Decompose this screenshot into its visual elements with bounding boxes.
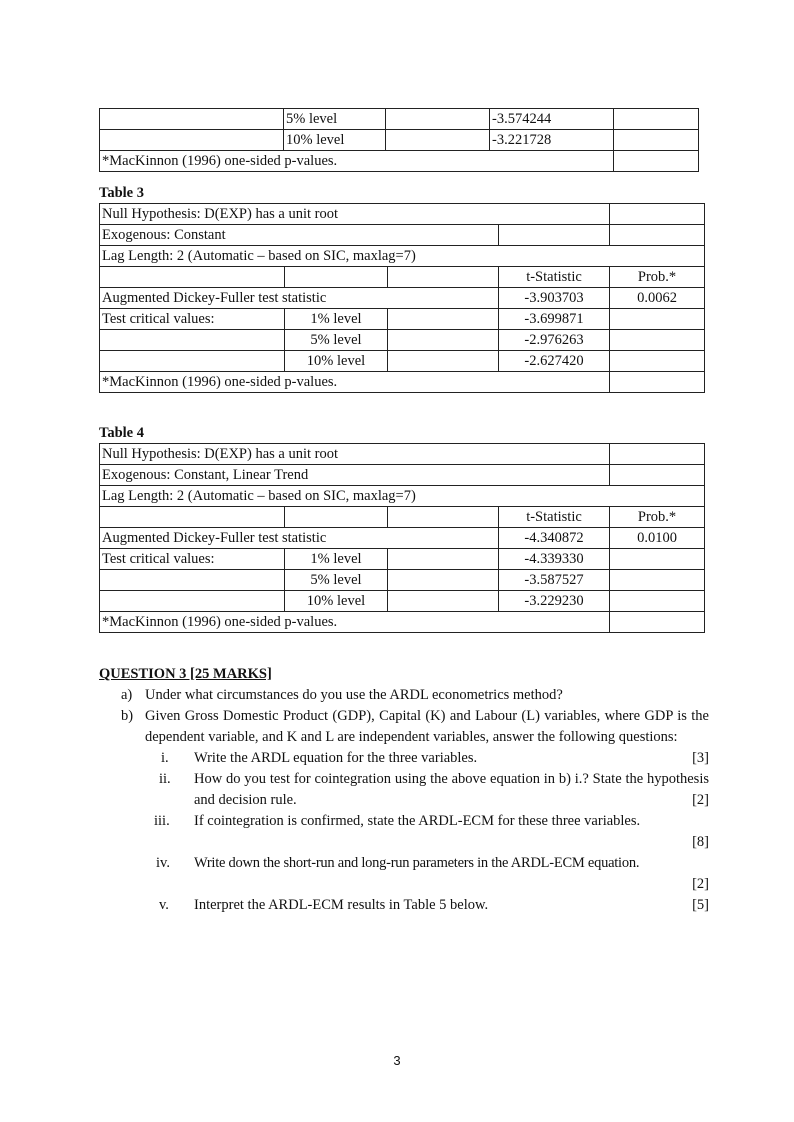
critical-value: -3.574244 (490, 109, 614, 130)
table-row (100, 204, 705, 225)
critical-value: -4.339330 (499, 549, 610, 570)
adf-label: Augmented Dickey-Fuller test statistic (100, 288, 499, 309)
table-row (100, 130, 699, 151)
question-3 (99, 664, 709, 916)
sub-question-i (99, 748, 709, 769)
part-label: b) (121, 708, 134, 724)
col-header-prob: Prob.* (610, 267, 705, 288)
sub-question-iv (99, 853, 709, 895)
question-part-b (99, 706, 709, 748)
critical-label: Test critical values: (100, 309, 285, 330)
critical-level: 1% level (285, 549, 388, 570)
table-row (100, 330, 705, 351)
table-row (100, 507, 705, 528)
col-header-prob: Prob.* (610, 507, 705, 528)
critical-value: -3.587527 (499, 570, 610, 591)
adf-tstat: -4.340872 (499, 528, 610, 549)
adf-prob: 0.0062 (610, 288, 705, 309)
sub-question-text: Interpret the ARDL-ECM results in Table 5 below. (194, 897, 489, 913)
table-row (100, 372, 705, 393)
table-row (100, 225, 705, 246)
null-hypothesis: Null Hypothesis: D(EXP) has a unit root (100, 444, 610, 465)
null-hypothesis: Null Hypothesis: D(EXP) has a unit root (100, 204, 610, 225)
question-heading: QUESTION 3 [25 MARKS] (99, 666, 272, 682)
col-header-tstat: t-Statistic (499, 507, 610, 528)
table-row (100, 109, 699, 130)
table-row (100, 288, 705, 309)
critical-label: Test critical values: (100, 549, 285, 570)
question-part-a (99, 685, 709, 706)
sub-question-v (99, 895, 709, 916)
footnote: *MacKinnon (1996) one-sided p-values. (100, 151, 614, 172)
critical-value: -3.699871 (499, 309, 610, 330)
table-row (100, 309, 705, 330)
sub-question-text: If cointegration is confirmed, state the ARDL-ECM for these three variables. (194, 813, 641, 829)
critical-level: 5% level (285, 570, 388, 591)
sub-question-number: i. (161, 750, 169, 766)
marks-badge: [3] (692, 750, 709, 766)
exogenous: Exogenous: Constant, Linear Trend (100, 465, 610, 486)
sub-question-text: Write down the short-run and long-run parameters in the ARDL-ECM equation. (194, 855, 640, 871)
table-row (100, 351, 705, 372)
critical-value: -2.976263 (499, 330, 610, 351)
marks-badge: [8] (692, 834, 709, 850)
critical-level: 10% level (284, 130, 386, 151)
table-row (100, 528, 705, 549)
adf-prob: 0.0100 (610, 528, 705, 549)
part-label: a) (121, 687, 133, 703)
page-number: 3 (393, 1053, 401, 1068)
table-row (100, 151, 699, 172)
table-row (100, 612, 705, 633)
table-row (100, 246, 705, 267)
exogenous: Exogenous: Constant (100, 225, 499, 246)
footnote: *MacKinnon (1996) one-sided p-values. (100, 612, 610, 633)
table-row (100, 549, 705, 570)
table4 (99, 443, 705, 633)
sub-question-iii (99, 811, 709, 853)
col-header-tstat: t-Statistic (499, 267, 610, 288)
marks-badge: [5] (692, 897, 709, 913)
lag-length: Lag Length: 2 (Automatic – based on SIC, maxlag=7) (100, 246, 705, 267)
adf-tstat: -3.903703 (499, 288, 610, 309)
marks-badge: [2] (692, 876, 709, 892)
critical-value: -3.229230 (499, 591, 610, 612)
critical-level: 10% level (285, 591, 388, 612)
table3-title: Table 3 (99, 185, 144, 201)
lag-length: Lag Length: 2 (Automatic – based on SIC, maxlag=7) (100, 486, 705, 507)
critical-level: 5% level (285, 330, 388, 351)
adf-label: Augmented Dickey-Fuller test statistic (100, 528, 499, 549)
marks-badge: [2] (692, 792, 709, 808)
sub-question-text: Write the ARDL equation for the three variables. (194, 750, 478, 766)
sub-question-number: iii. (154, 813, 170, 829)
sub-question-number: ii. (159, 771, 171, 787)
table-row (100, 486, 705, 507)
part-text: Given Gross Domestic Product (GDP), Capital (K) and Labour (L) variables, where GDP is the dependent variable, and K and L are independent variables, answer the following questions: (145, 708, 709, 745)
table-row (100, 591, 705, 612)
part-text: Under what circumstances do you use the ARDL econometrics method? (145, 687, 563, 703)
critical-level: 5% level (284, 109, 386, 130)
critical-value: -2.627420 (499, 351, 610, 372)
table-row (100, 465, 705, 486)
sub-question-ii (99, 769, 709, 811)
sub-question-number: iv. (156, 855, 170, 871)
footnote: *MacKinnon (1996) one-sided p-values. (100, 372, 610, 393)
table2-tail (99, 108, 699, 172)
table-row (100, 570, 705, 591)
table3 (99, 203, 705, 393)
critical-level: 1% level (285, 309, 388, 330)
critical-value: -3.221728 (490, 130, 614, 151)
sub-question-text: How do you test for cointegration using the above equation in b) i.? State the hypothesis and decision rule. (194, 771, 709, 808)
table-row (100, 444, 705, 465)
sub-question-number: v. (159, 897, 169, 913)
table-row (100, 267, 705, 288)
table4-title: Table 4 (99, 425, 144, 441)
critical-level: 10% level (285, 351, 388, 372)
